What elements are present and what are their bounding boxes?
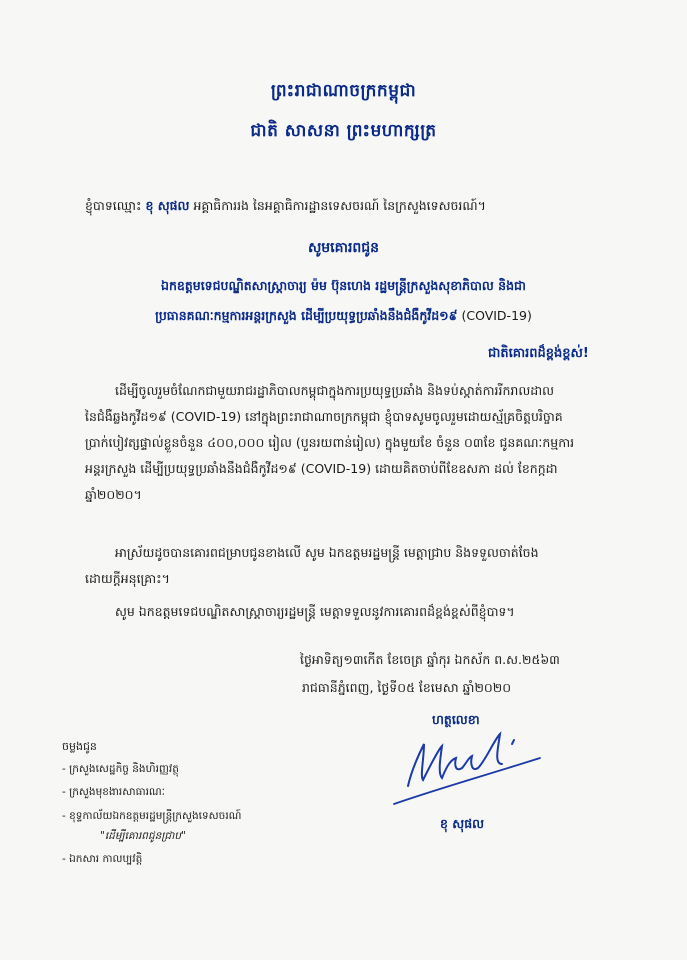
signature-title: ហត្ថលេខា bbox=[432, 712, 480, 727]
cc-item-3: - ខុទ្ទកាល័យឯកឧត្តមរដ្ឋមន្ត្រីក្រសួងទេសចរណ៍ bbox=[62, 810, 242, 822]
intro-line bbox=[85, 198, 486, 217]
kingdom-heading: ព្រះរាជាណាចក្រកម្ពុជា bbox=[270, 81, 417, 101]
cc-item-1: - ក្រសួងសេដ្ឋកិច្ច និងហិរញ្ញវត្ថុ bbox=[62, 763, 179, 775]
recipient-committee: ប្រធានគណៈកម្មការអន្តរក្រសួង ដើម្បីប្រយុទ្ធប្រឆាំងនឹងជំងឺកូវីដ១៩ bbox=[155, 308, 458, 323]
body-1-line-4: អន្តរក្រសួង ដើម្បីប្រយុទ្ធប្រឆាំងនឹងជំងឺកូវីដ១៩ (COVID-19) ដោយគិតចាប់ពីខែឧសភា ដល់ ខែកក្កដា bbox=[85, 461, 558, 476]
body-1-line-3: ប្រាក់បៀវត្សផ្ទាល់ខ្លួនចំនួន ៤០០,០០០ រៀល (បួនរយពាន់រៀល) ក្នុងមួយខែ ចំនួន ០៣ខែ ជូនគណៈកម្មការ bbox=[85, 435, 575, 450]
intro-prefix: ខ្ញុំបាទឈ្មោះ bbox=[85, 198, 146, 213]
cc-item-2: - ក្រសួងមុខងារសាធារណៈ bbox=[62, 786, 165, 798]
body-paragraph-1 bbox=[85, 378, 605, 508]
body-1-line-1: ដើម្បីចូលរួមចំណែកជាមួយរាជរដ្ឋាភិបាលកម្ពុជាក្នុងការប្រយុទ្ធប្រឆាំង និងទប់ស្កាត់ការរីករាលដាល bbox=[115, 383, 555, 398]
recipient-line-2 bbox=[0, 308, 687, 327]
closing-line: សូម ឯកឧត្តមទេជបណ្ឌិតសាស្ត្រាចារ្យរដ្ឋមន្ត្រី មេត្តាទទួលនូវការគោរពដ៏ខ្ពង់ខ្ពស់ពីខ្ញុំបាទ។ bbox=[115, 604, 515, 619]
recipient-covid: (COVID-19) bbox=[457, 308, 532, 323]
signatory-name: ខុ សុផល bbox=[440, 816, 485, 831]
body-1-line-5: ឆ្នាំ២០២០។ bbox=[85, 487, 142, 502]
intro-suffix: អគ្គាធិការរង នៃអគ្គាធិការដ្ឋានទេសចរណ៍ នៃក្រសួងទេសចរណ៍។ bbox=[189, 198, 486, 213]
date-lunar: ថ្ងៃអាទិត្យ១៣កើត ខែចេត្រ ឆ្នាំកុរ ឯកស័ក ព.ស.២៥៦៣ bbox=[300, 652, 560, 667]
cc-item-4: - ឯកសារ កាលប្បវត្តិ bbox=[62, 853, 143, 865]
body-2-line-1: អាស្រ័យដូចបានគោរពជម្រាបជូនខាងលើ សូម ឯកឧត្តមរដ្ឋមន្ត្រី មេត្តាជ្រាប និងទទួលចាត់ចែង bbox=[115, 545, 539, 560]
body-2-line-2: ដោយក្តីអនុគ្រោះ។ bbox=[85, 571, 170, 586]
cc-item-note: "ដើម្បីគោរពជូនជ្រាប" bbox=[100, 830, 186, 842]
respect-heading: សូមគោរពជូន bbox=[307, 240, 380, 256]
body-1-line-2: នៃជំងឺឆ្លងកូវីដ១៩ (COVID-19) នៅក្នុងព្រះរាជាណាចក្រកម្ពុជា ខ្ញុំបាទសូមចូលរួមដោយស្ម័គ្រចិត្តបរិច្ចាគ bbox=[85, 409, 563, 424]
date-solar: រាជធានីភ្នំពេញ, ថ្ងៃទី០៥ ខែមេសា ឆ្នាំ២០២០ bbox=[302, 680, 512, 695]
handwritten-signature bbox=[390, 718, 560, 808]
author-name: ខុ សុផល bbox=[145, 198, 190, 213]
recipient-line-1: ឯកឧត្តមទេជបណ្ឌិតសាស្ត្រាចារ្យ ម៉ម ប៊ុនហេង រដ្ឋមន្ត្រីក្រសួងសុខាភិបាល និងជា bbox=[161, 278, 526, 293]
cc-title: ចម្លងជូន bbox=[62, 740, 97, 753]
body-paragraph-2 bbox=[85, 540, 605, 592]
greeting: ជាតិគោរពដ៏ខ្ពង់ខ្ពស់! bbox=[488, 346, 589, 361]
motto-heading: ជាតិ សាសនា ព្រះមហាក្សត្រ bbox=[250, 121, 437, 141]
